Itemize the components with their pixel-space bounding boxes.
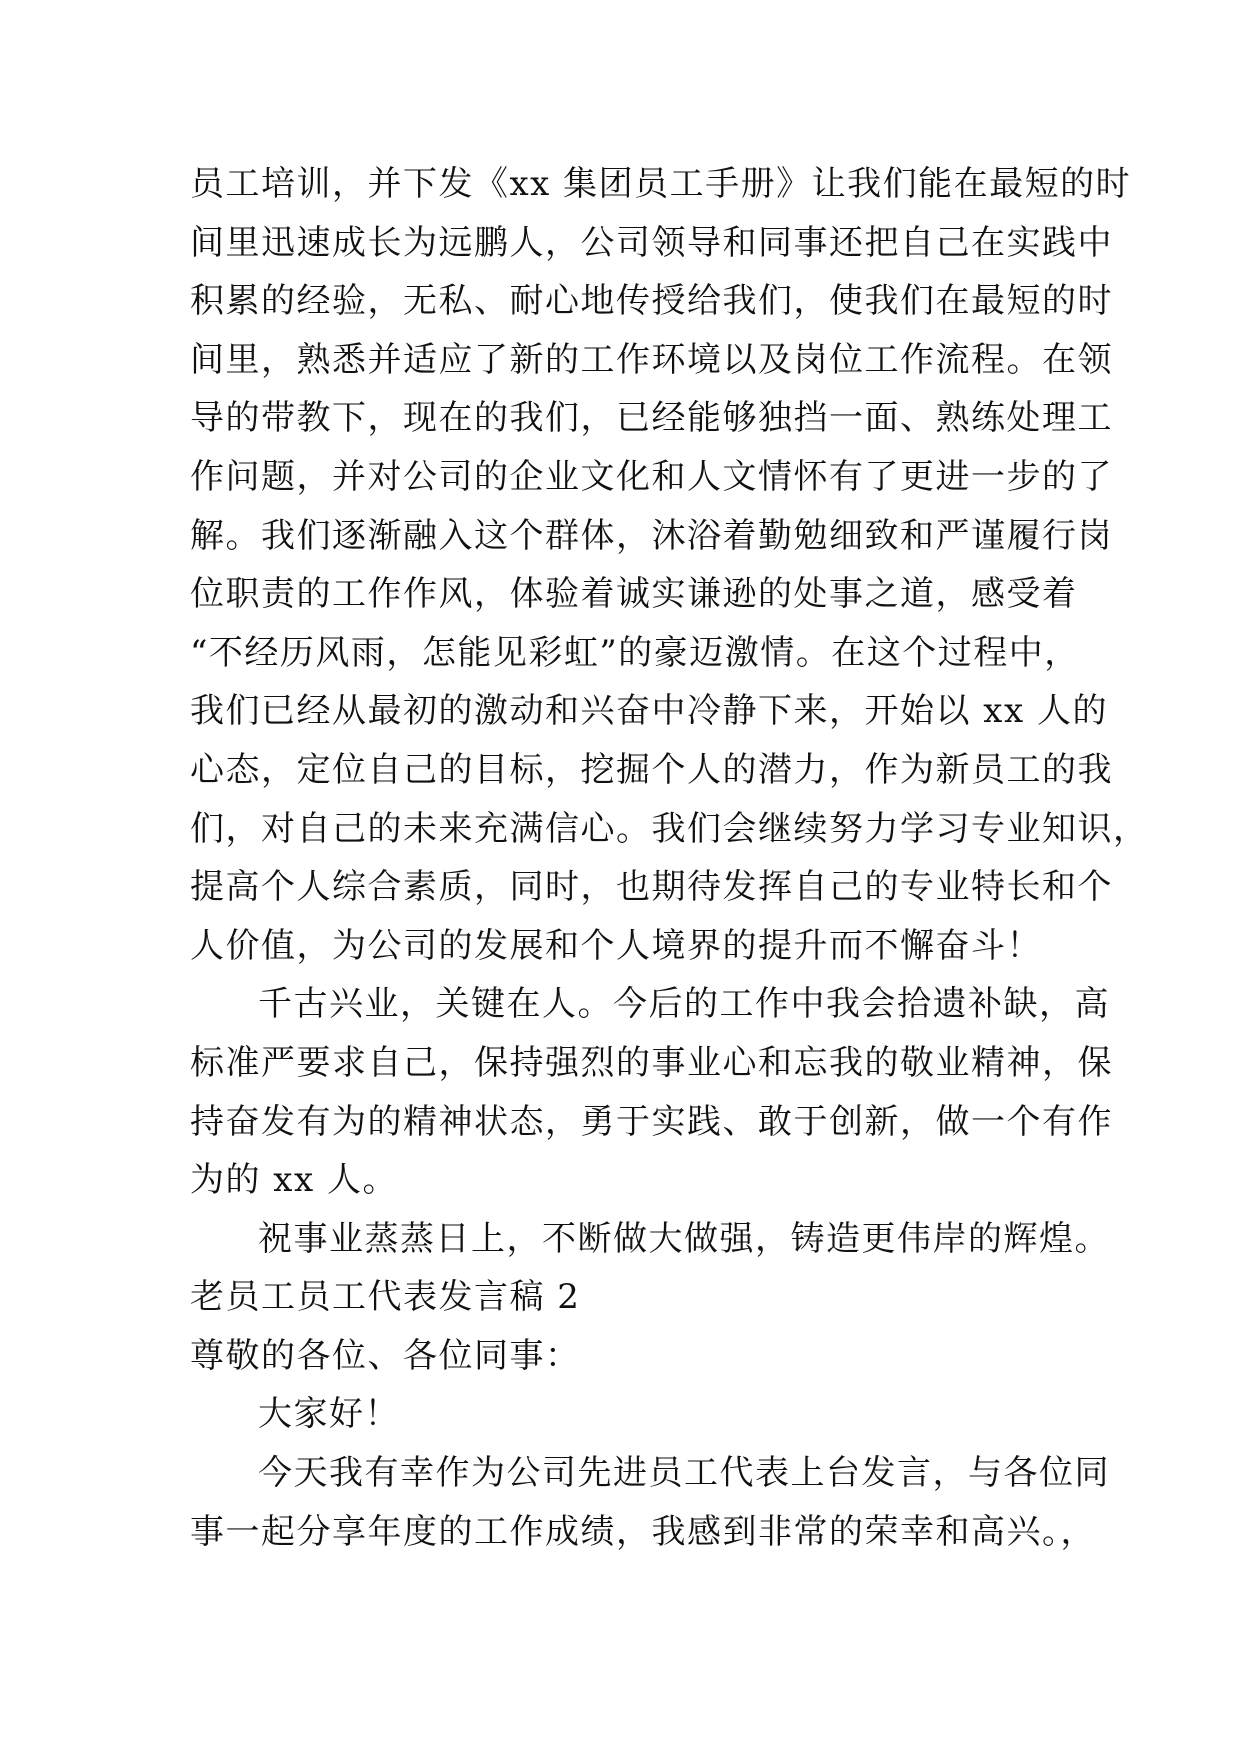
text-line-7: 解。我们逐渐融入这个群体，沐浴着勤勉细致和严谨履行岗	[190, 515, 1113, 556]
section-title: 老员工员工代表发言稿 2	[190, 1277, 581, 1318]
paragraph-start-line: 千古兴业，关键在人。今后的工作中我会拾遗补缺，高	[258, 984, 1110, 1025]
text-line-9: “不经历风雨，怎能见彩虹”的豪迈激情。在这个过程中，	[190, 632, 1080, 673]
text-line-24: 事一起分享年度的工作成绩，我感到非常的荣幸和高兴。，	[190, 1511, 1096, 1552]
text-line-4: 间里，熟悉并适应了新的工作环境以及岗位工作流程。在领	[190, 339, 1113, 380]
text-line-2: 间里迅速成长为远鹏人，公司领导和同事还把自己在实践中	[190, 222, 1113, 263]
text-line-5: 导的带教下，现在的我们，已经能够独挡一面、熟练处理工	[190, 398, 1113, 439]
text-line-16: 标准严要求自己，保持强烈的事业心和忘我的敬业精神，保	[190, 1042, 1113, 1083]
text-line-17: 持奋发有为的精神状态，勇于实践、敢于创新，做一个有作	[190, 1101, 1113, 1142]
text-line-6: 作问题，并对公司的企业文化和人文情怀有了更进一步的了	[190, 456, 1113, 497]
text-line-13: 提高个人综合素质，同时，也期待发挥自己的专业特长和个	[190, 867, 1113, 908]
text-line-1: 员工培训，并下发《xx 集团员工手册》让我们能在最短的时	[190, 164, 1132, 204]
greeting-line: 大家好！	[258, 1394, 400, 1435]
text-line-14: 人价值，为公司的发展和个人境界的提升而不懈奋斗！	[190, 925, 1042, 966]
closing-wish-line: 祝事业蒸蒸日上，不断做大做强，铸造更伟岸的辉煌。	[258, 1218, 1110, 1259]
text-line-10: 我们已经从最初的激动和兴奋中冷静下来，开始以 xx 人的	[190, 691, 1108, 732]
text-line-12: 们，对自己的未来充满信心。我们会继续努力学习专业知识，	[190, 808, 1149, 849]
salutation-line: 尊敬的各位、各位同事：	[190, 1335, 581, 1376]
paragraph-start-line-2: 今天我有幸作为公司先进员工代表上台发言，与各位同	[258, 1453, 1110, 1494]
document-body	[190, 155, 1149, 1561]
text-line-3: 积累的经验，无私、耐心地传授给我们，使我们在最短的时	[190, 281, 1113, 322]
text-line-11: 心态，定位自己的目标，挖掘个人的潜力，作为新员工的我	[190, 749, 1113, 790]
text-line-8: 位职责的工作作风，体验着诚实谦逊的处事之道，感受着	[190, 574, 1078, 615]
text-line-18: 为的 xx 人。	[190, 1160, 398, 1201]
